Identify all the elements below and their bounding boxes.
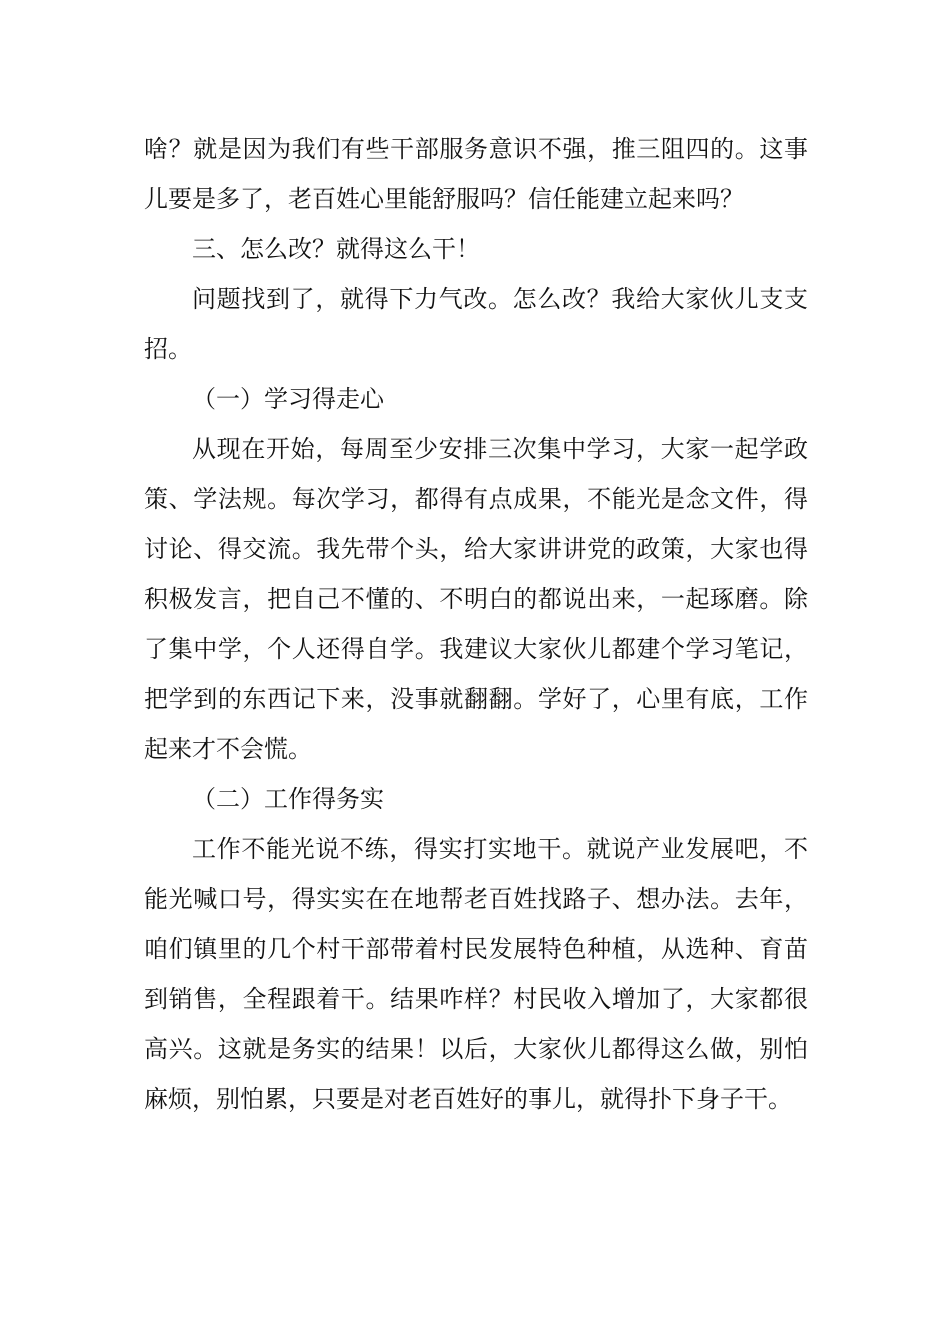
subheading-2: （二）工作得务实 [192, 785, 384, 813]
paragraph-continued: 啥？就是因为我们有些干部服务意识不强，推三阻四的。这事儿要是多了，老百姓心里能舒服吗？信任能建立起来吗？ [144, 135, 808, 213]
paragraph-study: 从现在开始，每周至少安排三次集中学习，大家一起学政策、学法规。每次学习，都得有点成果，不能光是念文件，得讨论、得交流。我先带个头，给大家讲讲党的政策，大家也得积极发言，把自己不懂的、不明白的都说出来，一起琢磨。除了集中学，个人还得自学。我建议大家伙儿都建个学习笔记，把学到的东西记下来，没事就翻翻。学好了，心里有底，工作起来才不会慌。 [144, 435, 808, 763]
subheading-1: （一）学习得走心 [192, 385, 384, 413]
document-body [144, 124, 808, 1124]
paragraph-work: 工作不能光说不练，得实打实地干。就说产业发展吧，不能光喊口号，得实实在在地帮老百姓找路子、想办法。去年，咱们镇里的几个村干部带着村民发展特色种植，从选种、育苗到销售，全程跟着干。结果咋样？村民收入增加了，大家都很高兴。这就是务实的结果！以后，大家伙儿都得这么做，别怕麻烦，别怕累，只要是对老百姓好的事儿，就得扑下身子干。 [144, 835, 808, 1113]
section-heading-3: 三、怎么改？就得这么干！ [192, 235, 480, 263]
paragraph-intro: 问题找到了，就得下力气改。怎么改？我给大家伙儿支支招。 [144, 285, 808, 363]
